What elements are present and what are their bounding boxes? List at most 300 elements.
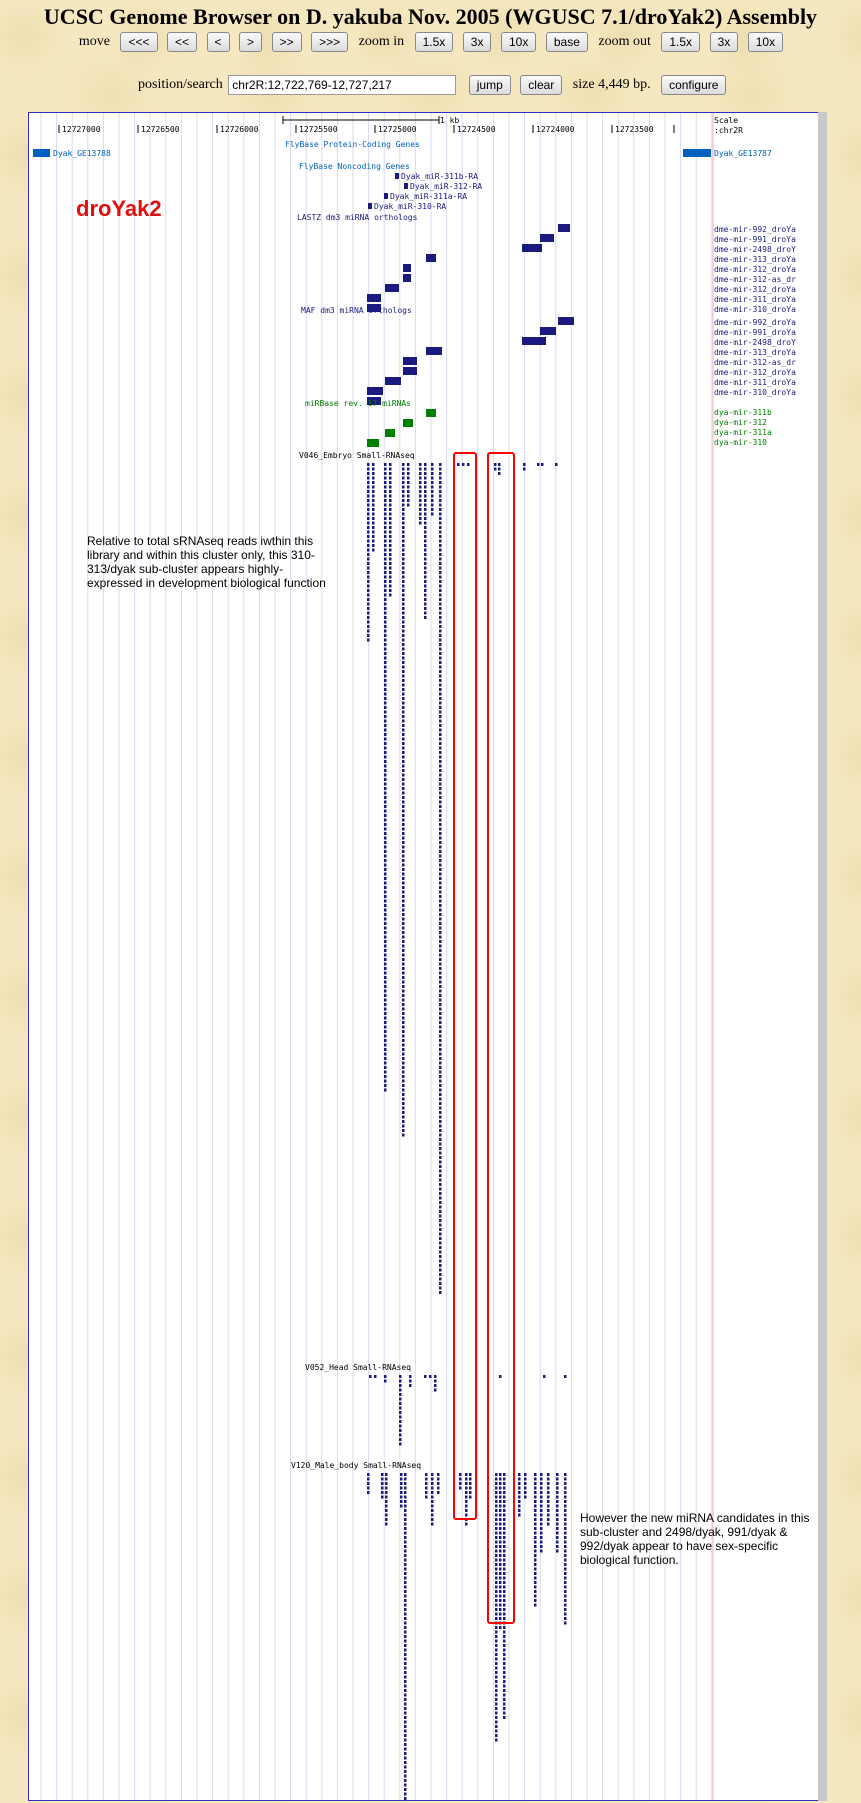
read-block xyxy=(439,850,442,853)
read-block xyxy=(467,463,470,466)
read-block xyxy=(556,1545,559,1548)
read-block xyxy=(389,594,392,597)
read-block xyxy=(367,508,370,511)
read-block xyxy=(465,1487,468,1490)
read-block xyxy=(400,1491,403,1494)
read-block xyxy=(439,873,442,876)
read-block xyxy=(374,1375,377,1378)
read-block xyxy=(495,1649,498,1652)
read-block xyxy=(367,499,370,502)
maf-feature xyxy=(367,387,383,395)
position-search-input[interactable] xyxy=(228,75,456,95)
read-block xyxy=(495,1478,498,1481)
read-block xyxy=(407,477,410,480)
read-block xyxy=(372,549,375,552)
read-block xyxy=(372,472,375,475)
read-block xyxy=(402,1030,405,1033)
read-block xyxy=(367,526,370,529)
read-block xyxy=(404,1730,407,1733)
read-block xyxy=(431,1514,434,1517)
read-block xyxy=(384,922,387,925)
read-block xyxy=(439,1246,442,1249)
read-block xyxy=(384,990,387,993)
read-block xyxy=(402,927,405,930)
zoom-in-3x-button[interactable]: 3x xyxy=(463,32,492,52)
move-step-right-button[interactable]: > xyxy=(239,32,262,52)
read-block xyxy=(402,729,405,732)
read-block xyxy=(419,490,422,493)
read-block xyxy=(367,580,370,583)
noncoding-feature xyxy=(384,193,388,199)
read-block xyxy=(495,1527,498,1530)
read-block xyxy=(384,513,387,516)
read-block xyxy=(404,1635,407,1638)
read-block xyxy=(402,594,405,597)
read-block xyxy=(465,1473,468,1476)
read-block xyxy=(495,1739,498,1742)
highlight-box-right xyxy=(488,453,514,1623)
read-block xyxy=(385,1518,388,1521)
maf-track-label: MAF dm3 miRNA orthologs xyxy=(301,306,412,315)
read-block xyxy=(495,1671,498,1674)
read-block xyxy=(439,733,442,736)
read-block xyxy=(534,1572,537,1575)
read-block xyxy=(503,1716,506,1719)
read-block xyxy=(367,607,370,610)
read-block xyxy=(404,1545,407,1548)
read-block xyxy=(534,1577,537,1580)
read-block xyxy=(439,670,442,673)
read-block xyxy=(495,1586,498,1589)
read-block xyxy=(402,846,405,849)
read-block xyxy=(439,1242,442,1245)
read-block xyxy=(402,697,405,700)
read-block xyxy=(402,1035,405,1038)
read-block xyxy=(389,562,392,565)
read-block xyxy=(503,1514,506,1517)
read-block xyxy=(439,729,442,732)
read-block xyxy=(402,940,405,943)
gene-left-label[interactable]: Dyak_GE13788 xyxy=(53,149,111,158)
read-block xyxy=(564,1509,567,1512)
read-block xyxy=(367,603,370,606)
read-block xyxy=(384,585,387,588)
read-block xyxy=(402,711,405,714)
read-block xyxy=(385,1509,388,1512)
read-block xyxy=(402,1111,405,1114)
read-block xyxy=(424,504,427,507)
read-block xyxy=(402,1098,405,1101)
read-block xyxy=(384,522,387,525)
read-block xyxy=(389,486,392,489)
read-block xyxy=(372,535,375,538)
read-block xyxy=(495,1734,498,1737)
read-block xyxy=(439,774,442,777)
read-block xyxy=(389,468,392,471)
read-block xyxy=(385,1496,388,1499)
read-block xyxy=(439,1017,442,1020)
read-block xyxy=(402,693,405,696)
read-block xyxy=(389,495,392,498)
read-block xyxy=(503,1689,506,1692)
read-block xyxy=(503,1617,506,1620)
read-block xyxy=(465,1500,468,1503)
read-block xyxy=(367,621,370,624)
read-block xyxy=(384,1066,387,1069)
read-block xyxy=(402,832,405,835)
read-block xyxy=(402,513,405,516)
read-block xyxy=(402,801,405,804)
read-block xyxy=(503,1496,506,1499)
read-block xyxy=(431,1487,434,1490)
read-block xyxy=(402,580,405,583)
ruler-tick-label: 12724500 xyxy=(457,125,496,134)
read-block xyxy=(495,1563,498,1566)
read-block xyxy=(402,787,405,790)
read-block xyxy=(402,900,405,903)
read-block xyxy=(402,1071,405,1074)
noncoding-label: Dyak_miR-310-RA xyxy=(374,202,447,211)
read-block xyxy=(495,1541,498,1544)
gene-left-feature[interactable] xyxy=(33,149,50,157)
read-block xyxy=(439,747,442,750)
read-block xyxy=(384,882,387,885)
read-block xyxy=(404,1644,407,1647)
zoom-out-10x-button[interactable]: 10x xyxy=(748,32,783,52)
read-block xyxy=(404,1662,407,1665)
read-block xyxy=(384,535,387,538)
read-block xyxy=(404,1500,407,1503)
read-block xyxy=(431,468,434,471)
read-block xyxy=(389,576,392,579)
mirbase-features xyxy=(367,409,436,447)
read-block xyxy=(429,1375,432,1378)
read-block xyxy=(424,571,427,574)
read-block xyxy=(439,958,442,961)
read-block xyxy=(404,1518,407,1521)
lastz-feature xyxy=(385,284,399,292)
read-block xyxy=(495,1514,498,1517)
zoom-out-3x-button[interactable]: 3x xyxy=(710,32,739,52)
read-block xyxy=(439,994,442,997)
read-block xyxy=(495,1716,498,1719)
read-block xyxy=(402,486,405,489)
read-block xyxy=(439,1008,442,1011)
read-block xyxy=(564,1581,567,1584)
read-block xyxy=(400,1505,403,1508)
maf-item-label: dme-mir-991_droYa xyxy=(714,328,796,337)
read-block xyxy=(404,1581,407,1584)
read-block xyxy=(439,1197,442,1200)
read-block xyxy=(384,1062,387,1065)
read-block xyxy=(439,634,442,637)
read-block xyxy=(389,477,392,480)
read-block xyxy=(431,477,434,480)
read-block xyxy=(367,531,370,534)
read-block xyxy=(518,1487,521,1490)
read-block xyxy=(439,1134,442,1137)
read-block xyxy=(503,1667,506,1670)
move-step-left-button[interactable]: < xyxy=(207,32,230,52)
move-right-button[interactable]: >> xyxy=(272,32,302,52)
read-block xyxy=(431,495,434,498)
read-block xyxy=(499,1608,502,1611)
read-block xyxy=(424,477,427,480)
read-block xyxy=(495,1500,498,1503)
read-block xyxy=(404,1559,407,1562)
read-block xyxy=(503,1509,506,1512)
flybase-noncoding-track-label: FlyBase Noncoding Genes xyxy=(299,162,410,171)
read-block xyxy=(499,1581,502,1584)
read-block xyxy=(534,1545,537,1548)
read-block xyxy=(367,1473,370,1476)
read-block xyxy=(439,1120,442,1123)
ruler-tick-label: 12724000 xyxy=(536,125,575,134)
read-block xyxy=(402,1008,405,1011)
read-block xyxy=(499,1545,502,1548)
read-block xyxy=(402,864,405,867)
read-block xyxy=(465,1478,468,1481)
read-block xyxy=(439,963,442,966)
read-block xyxy=(495,1496,498,1499)
read-block xyxy=(404,1487,407,1490)
mirbase-item-label: dya-mir-310 xyxy=(714,438,767,447)
read-block xyxy=(564,1622,567,1625)
read-block xyxy=(404,1527,407,1530)
read-block xyxy=(564,1604,567,1607)
read-block xyxy=(384,526,387,529)
read-block xyxy=(367,477,370,480)
read-block xyxy=(495,1577,498,1580)
gene-right-feature[interactable] xyxy=(683,149,711,157)
read-block xyxy=(402,504,405,507)
read-block xyxy=(564,1595,567,1598)
read-block xyxy=(465,1482,468,1485)
read-block xyxy=(499,1586,502,1589)
zoom-in-base-button[interactable]: base xyxy=(546,32,588,52)
maf-feature xyxy=(540,327,556,335)
read-block xyxy=(402,589,405,592)
read-block xyxy=(439,711,442,714)
read-block xyxy=(439,1192,442,1195)
read-block xyxy=(439,1057,442,1060)
read-block xyxy=(499,1626,502,1629)
read-block xyxy=(439,1075,442,1078)
read-block xyxy=(495,1626,498,1629)
read-block xyxy=(564,1496,567,1499)
read-block xyxy=(402,706,405,709)
read-block xyxy=(469,1496,472,1499)
read-block xyxy=(384,760,387,763)
read-block xyxy=(384,981,387,984)
read-block xyxy=(495,1523,498,1526)
read-block xyxy=(540,1473,543,1476)
read-block xyxy=(547,1523,550,1526)
read-block xyxy=(404,1640,407,1643)
read-block xyxy=(499,1577,502,1580)
read-block xyxy=(389,526,392,529)
read-block xyxy=(547,1496,550,1499)
read-block xyxy=(389,549,392,552)
read-block xyxy=(402,958,405,961)
read-block xyxy=(564,1599,567,1602)
read-block xyxy=(439,562,442,565)
jump-button[interactable]: jump xyxy=(469,75,511,95)
read-block xyxy=(439,810,442,813)
read-block xyxy=(503,1599,506,1602)
read-block xyxy=(439,1111,442,1114)
read-block xyxy=(367,463,370,466)
clear-button[interactable]: clear xyxy=(520,75,562,95)
read-block xyxy=(499,1500,502,1503)
read-block xyxy=(419,463,422,466)
read-block xyxy=(367,535,370,538)
read-block xyxy=(389,531,392,534)
mirbase-item-label: dya-mir-311a xyxy=(714,428,772,437)
read-block xyxy=(402,688,405,691)
read-block xyxy=(534,1590,537,1593)
lastz-item-label: dme-mir-312-as_dr xyxy=(714,275,796,284)
zoom-in-1-5x-button[interactable]: 1.5x xyxy=(415,32,454,52)
read-block xyxy=(439,715,442,718)
read-block xyxy=(495,1505,498,1508)
read-block xyxy=(384,738,387,741)
read-block xyxy=(384,1012,387,1015)
read-block xyxy=(439,513,442,516)
read-block xyxy=(495,1559,498,1562)
read-block xyxy=(439,886,442,889)
read-block xyxy=(367,1487,370,1490)
read-block xyxy=(402,630,405,633)
read-block xyxy=(498,472,501,475)
read-block xyxy=(402,648,405,651)
read-block xyxy=(404,1478,407,1481)
read-block xyxy=(431,472,434,475)
gene-right-label[interactable]: Dyak_GE13787 xyxy=(714,149,772,158)
maf-features xyxy=(367,317,574,405)
read-block xyxy=(556,1527,559,1530)
read-block xyxy=(495,1608,498,1611)
read-block xyxy=(404,1685,407,1688)
read-block xyxy=(556,1487,559,1490)
mirbase-item-label: dya-mir-312 xyxy=(714,418,767,427)
read-block xyxy=(439,517,442,520)
lastz-feature xyxy=(558,224,570,232)
read-block xyxy=(402,675,405,678)
read-block xyxy=(503,1613,506,1616)
read-block xyxy=(439,621,442,624)
base-position-ruler xyxy=(59,116,743,135)
read-block xyxy=(457,463,460,466)
read-block xyxy=(424,531,427,534)
move-far-left-button[interactable]: <<< xyxy=(120,32,157,52)
read-block xyxy=(503,1581,506,1584)
read-block xyxy=(499,1496,502,1499)
read-block xyxy=(556,1505,559,1508)
read-block xyxy=(439,877,442,880)
read-block xyxy=(409,1384,412,1387)
zoom-in-10x-button[interactable]: 10x xyxy=(501,32,536,52)
ruler-tick-label: 12725000 xyxy=(378,125,417,134)
read-block xyxy=(495,1694,498,1697)
read-block xyxy=(372,504,375,507)
move-left-button[interactable]: << xyxy=(167,32,197,52)
read-block xyxy=(431,1473,434,1476)
read-block xyxy=(503,1550,506,1553)
read-block xyxy=(402,918,405,921)
read-block xyxy=(439,1093,442,1096)
read-block xyxy=(384,481,387,484)
read-block xyxy=(439,598,442,601)
read-block xyxy=(431,513,434,516)
read-block xyxy=(439,1107,442,1110)
read-block xyxy=(540,1541,543,1544)
read-block xyxy=(384,540,387,543)
read-block xyxy=(439,657,442,660)
read-block xyxy=(540,1518,543,1521)
read-block xyxy=(439,522,442,525)
read-block xyxy=(499,1375,502,1378)
read-block xyxy=(384,468,387,471)
read-block xyxy=(419,495,422,498)
read-block xyxy=(404,1608,407,1611)
read-block xyxy=(419,508,422,511)
read-block xyxy=(547,1509,550,1512)
read-block xyxy=(402,1080,405,1083)
read-block xyxy=(495,1572,498,1575)
maf-item-label: dme-mir-311_droYa xyxy=(714,378,796,387)
read-block xyxy=(564,1617,567,1620)
read-block xyxy=(407,463,410,466)
read-block xyxy=(439,1080,442,1083)
read-block xyxy=(439,936,442,939)
read-block xyxy=(518,1473,521,1476)
read-block xyxy=(384,954,387,957)
read-block xyxy=(439,1219,442,1222)
read-block xyxy=(439,1152,442,1155)
zoom-out-1-5x-button[interactable]: 1.5x xyxy=(661,32,700,52)
read-block xyxy=(495,1730,498,1733)
lastz-item-label: dme-mir-310_droYa xyxy=(714,305,796,314)
read-block xyxy=(495,1604,498,1607)
read-block xyxy=(495,1680,498,1683)
read-block xyxy=(384,477,387,480)
read-block xyxy=(384,702,387,705)
noncoding-feature xyxy=(404,183,408,189)
read-block xyxy=(404,1563,407,1566)
configure-button[interactable]: configure xyxy=(661,75,726,95)
read-block xyxy=(540,1482,543,1485)
read-block xyxy=(495,1685,498,1688)
read-block xyxy=(402,1093,405,1096)
read-block xyxy=(503,1712,506,1715)
move-far-right-button[interactable]: >>> xyxy=(311,32,348,52)
species-label: droYak2 xyxy=(76,196,162,221)
read-block xyxy=(389,567,392,570)
read-block xyxy=(534,1554,537,1557)
read-block xyxy=(402,1107,405,1110)
read-block xyxy=(503,1680,506,1683)
read-block xyxy=(399,1416,402,1419)
read-block xyxy=(564,1491,567,1494)
read-block xyxy=(499,1554,502,1557)
ruler-tick-label: 12726500 xyxy=(141,125,180,134)
read-block xyxy=(439,1021,442,1024)
read-block xyxy=(439,1273,442,1276)
read-block xyxy=(384,549,387,552)
read-block xyxy=(555,463,558,466)
read-block xyxy=(437,1478,440,1481)
